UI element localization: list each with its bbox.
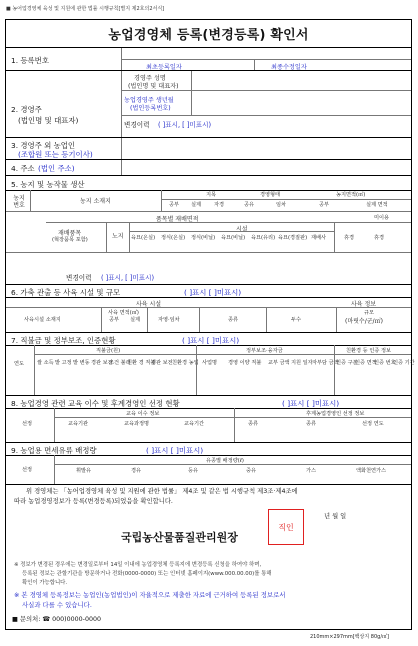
facility-col-4: 육묘(비닐) <box>221 235 246 241</box>
page-title: 농업경영체 등록(변경등록) 확인서 <box>6 20 411 48</box>
education-col-2: 교육과정명 <box>124 421 150 427</box>
livestock-area-public: 공부 <box>109 317 120 323</box>
farmland-area-actual: 실제 면적 <box>366 202 388 208</box>
section2-label-b: (법인명 및 대표자) <box>18 116 79 125</box>
section-education <box>6 396 411 443</box>
last-change-date-label: 최종수정일자 <box>271 64 307 71</box>
farmland-category-header: 지목 <box>206 192 217 198</box>
section3-label-a: 3. 경영주 외 농업인 <box>11 141 76 150</box>
section-other-farmers <box>6 138 411 160</box>
fuel-col-kerosene: 등유 <box>188 468 199 474</box>
facility-header: 시설 <box>236 226 248 233</box>
subsidy-col-7: 경관 보전 <box>151 360 173 366</box>
cert-col-3: 인증 번호 <box>374 360 396 366</box>
section-manager <box>6 71 411 138</box>
fuel-col-gasoline: 휘발유 <box>76 468 92 474</box>
livestock-type-header: 종류 <box>228 317 239 323</box>
farmland-type-header: 경영형태 <box>260 192 281 198</box>
manager-name-label-2: (법인명 및 대표자) <box>128 83 179 90</box>
section-farmland <box>6 176 411 285</box>
paper-size-note: 210mm×297mm[백상지 80g/㎡] <box>310 634 389 640</box>
section7-value: ( ]표시 [ ]미표시) <box>182 336 240 345</box>
unused-header: 미이용 <box>374 215 390 221</box>
section-subsidies <box>6 333 415 396</box>
subsidy-year-header: 연도 <box>14 361 25 367</box>
section-livestock <box>6 285 411 333</box>
gov-support-col-5: 자부담 금액 <box>312 360 339 366</box>
confirm-text-2: 따라 농업경영정보가 등록(변경등록)되었음을 확인합니다. <box>14 498 173 505</box>
livestock-area-header: 사육 면적(㎡) <box>108 310 139 316</box>
section8-label: 8. 농업경영 관련 교육 이수 및 후계경영인 선정 현황 <box>11 399 180 408</box>
gov-support-col-4: 지원 일자 <box>291 360 313 366</box>
farmland-area-public: 공부 <box>319 202 330 208</box>
section-fuel <box>6 443 411 485</box>
farmland-type-shared: 공유 <box>244 202 255 208</box>
fuel-col-lng: 액화천연가스 <box>356 468 387 474</box>
section6-value: ( ]표시 [ ]미표시) <box>184 288 242 297</box>
manager-id-label-2: (법인등록번호) <box>130 105 171 112</box>
section6-label: 6. 가축 관출 등 사육 시설 및 규모 <box>11 288 121 297</box>
facility-col-3: 정식(비닐) <box>191 235 216 241</box>
section-registration-number <box>6 48 411 71</box>
manager-name-label: 경영주 성명 <box>134 75 166 82</box>
section7-label: 7. 직불금 및 정부보조, 인증현황 <box>11 336 116 345</box>
cert-header: 친환경 등 인증 정보 <box>346 348 392 354</box>
facility-col-6: 육묘(경질판) <box>278 235 308 241</box>
successor-col-2: 종류 <box>306 421 317 427</box>
fuel-col-gas: 가스 <box>306 468 317 474</box>
fuel-amount-header: 유종별 배정량(ℓ) <box>206 458 244 464</box>
education-col-3: 교육기간 <box>184 421 205 427</box>
issuing-authority: 국립농산물품질관리원장 <box>121 531 238 544</box>
education-select-header: 선정 <box>22 421 33 427</box>
section-address <box>6 160 411 176</box>
section9-label: 9. 농업용 면세유류 배정량 <box>11 446 97 455</box>
farmland-category-public: 공부 <box>169 202 180 208</box>
subsidy-col-1: 쌀 소득 <box>37 360 54 366</box>
cert-col-4: 인증 기간 <box>393 360 415 366</box>
gov-support-col-1: 사업명 <box>202 360 218 366</box>
farmland-self-header: 자경 <box>214 202 225 208</box>
cert-col-1: 인증 구분 <box>336 360 358 366</box>
livestock-scale-header: 규모 <box>364 310 375 316</box>
section8-value: ( ]표시 [ ]미표시) <box>282 399 340 408</box>
subsidy-pay-header: 직불금(원) <box>96 348 121 354</box>
manager-id-label: 농업경영주 생년월 <box>124 97 174 104</box>
open-field-header: 노지 <box>112 233 124 240</box>
subsidy-col-2: 밭 고정 <box>55 360 72 366</box>
fuel-col-diesel: 경유 <box>131 468 142 474</box>
note-2-line-1: ※ 본 경영체 등록정보는 농업인(농업법인)이 자율적으로 제출한 자료에 근거하여 등록된 정보로서 <box>14 591 286 599</box>
abandon-header: 휴경 <box>374 235 385 241</box>
subsidy-col-5: 조건 불리 <box>109 360 131 366</box>
gov-support-col-2: 경영 이양 직불 <box>228 360 262 366</box>
farmland-area-header: 농지면적(㎡) <box>336 192 366 198</box>
section9-value: ( ]표시 [ ]미표시) <box>146 446 204 455</box>
education-info-header: 교육 이수 정보 <box>126 411 160 417</box>
note-1-line-1: ※ 정보가 변경된 경우에는 변경일로부터 14일 이내에 농업경영체 등록지에 변경등록 신청을 하여야 하며, <box>14 562 262 568</box>
farmland-category-actual: 실제 <box>191 202 202 208</box>
livestock-facility-header: 사육 시설 <box>136 301 162 308</box>
section3-label-b: (조합원 또는 등기이사) <box>18 150 93 159</box>
confirm-text-1: 위 경영체는 「농어업경영체 육성 및 지원에 관한 법률」 제4조 및 같은 법 시행규칙 제3조·제4조에 <box>26 488 298 495</box>
note-2-line-2: 사실과 다를 수 있습니다. <box>22 601 92 609</box>
gov-support-header: 정부보조·융자금 <box>246 348 283 354</box>
facility-col-1: 육묘(온실) <box>131 235 156 241</box>
crop-area-header: 품목별 재배면적 <box>156 216 199 223</box>
section5-label: 5. 농지 및 농작물 생산 <box>11 180 85 189</box>
section2-label-a: 2. 경영주 <box>11 105 42 114</box>
first-registration-date-label: 최초등록일자 <box>146 64 182 71</box>
subsidy-col-6: 친환 경 직불 <box>127 360 156 366</box>
subsidy-col-8: 친환경 농업 <box>172 360 199 366</box>
farmland-change-value: ( ]표시, [ ]미표시) <box>101 274 155 282</box>
facility-col-5: 육묘(유리) <box>251 235 276 241</box>
successor-col-3: 선정 연도 <box>362 421 384 427</box>
section4-label-a: 4. 주소 <box>11 164 35 173</box>
facility-col-2: 정식(온실) <box>161 235 186 241</box>
confirmation-form <box>5 19 415 630</box>
livestock-location-header: 사육시설 소재지 <box>24 317 61 323</box>
farmland-change-label: 변경이력 <box>66 274 92 282</box>
note-1-line-2: 등록된 정보는 관할기관을 방문하거나 전화(0000-0000) 또는 인터넷 홈페이지(www.000.00.00)를 통해 <box>22 571 272 577</box>
cert-col-2: 인증 면적 <box>355 360 377 366</box>
fuel-col-heavy-oil: 중유 <box>246 468 257 474</box>
facility-col-7: 재배사 <box>311 235 327 241</box>
farmland-location-header: 농지 소재지 <box>80 198 111 205</box>
crop-item-subheader: (혁장품목 포함) <box>52 237 88 243</box>
successor-col-1: 종류 <box>248 421 259 427</box>
section4-label-b: (법인 주소) <box>38 164 75 173</box>
official-seal-stamp: 직인 <box>268 509 304 545</box>
manager-change-label: 변경이력 <box>124 121 150 129</box>
subsidy-col-3: 밭 변동 <box>73 360 90 366</box>
fallow-header: 휴경 <box>344 235 355 241</box>
note-1-line-3: 확인이 가능합니다. <box>22 580 68 586</box>
livestock-unit-header: (마릿수/군/㎡) <box>345 318 383 325</box>
livestock-info-header: 사육 정보 <box>351 301 377 308</box>
contact-info: ■ 문의처: ☎ 000)0000-0000 <box>12 616 101 623</box>
manager-change-value: ( ]표시, [ ]미표시) <box>158 121 212 129</box>
livestock-self-header: 자영·임차 <box>158 317 180 323</box>
successor-info-header: 후계농업경영인 선정 정보 <box>306 411 365 417</box>
farmland-number-header: 농지번호 <box>13 195 25 209</box>
crop-item-header: 재배품목 <box>58 230 82 237</box>
livestock-count-header: 두수 <box>291 317 302 323</box>
fuel-select-header: 선정 <box>22 467 33 473</box>
section1-label: 1. 등록번호 <box>11 56 49 65</box>
issue-date: 년 월 일 <box>324 513 347 520</box>
livestock-area-actual: 실제 <box>130 317 141 323</box>
subsidy-col-4: 경관 보전 <box>91 360 113 366</box>
gov-support-col-3: 교부 금액 <box>268 360 290 366</box>
education-col-1: 교육기관 <box>68 421 89 427</box>
farmland-type-rented: 임차 <box>276 202 287 208</box>
form-reference-note: ■ 농어업경영체 육성 및 지원에 관한 법률 시행규칙[별지 제2호의2서식] <box>6 6 165 12</box>
